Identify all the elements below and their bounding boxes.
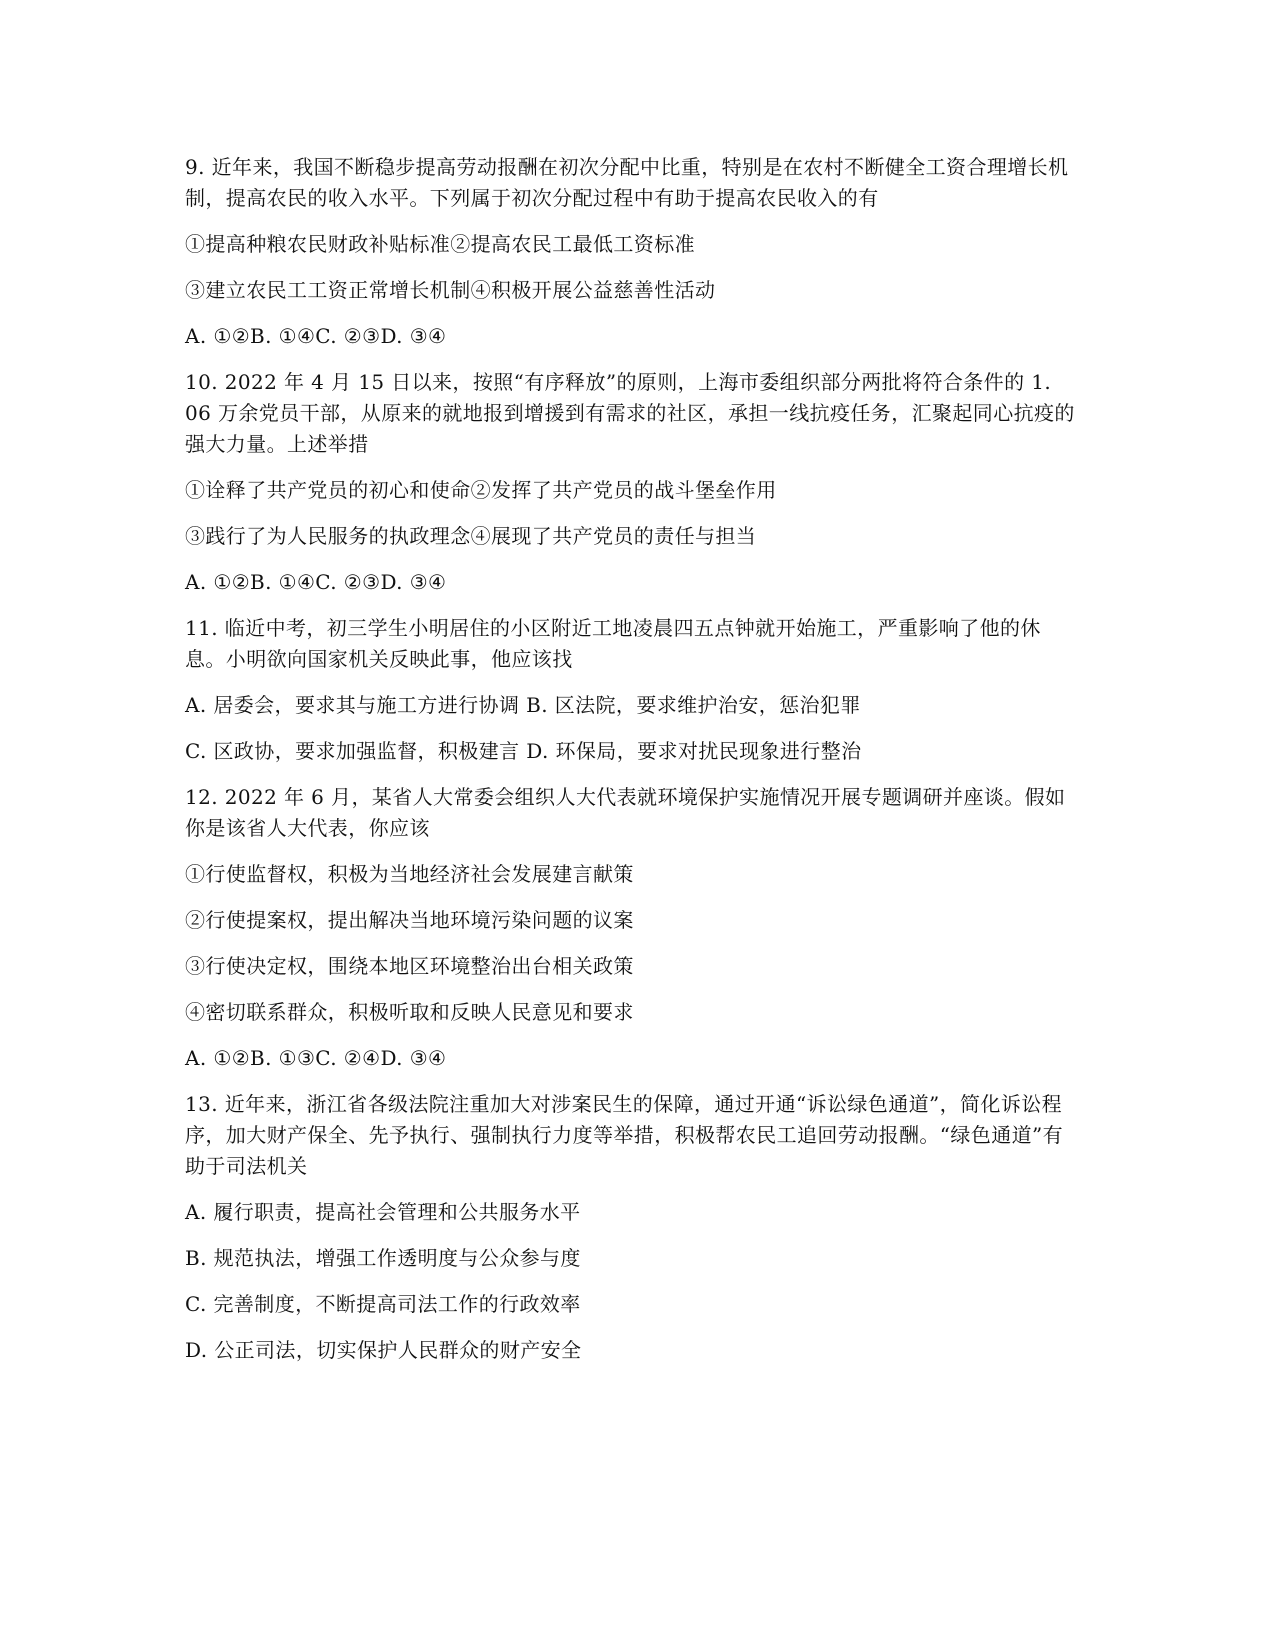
question-stem: 12. 2022 年 6 月，某省人大常委会组织人大代表就环境保护实施情况开展专题调研并座谈。假如你是该省人大代表，你应该 xyxy=(185,785,1066,840)
question-12 xyxy=(185,782,1075,1074)
answer-choices: C. 区政协，要求加强监督，积极建言 D. 环保局，要求对扰民现象进行整治 xyxy=(185,739,862,763)
question-stem: 13. 近年来，浙江省各级法院注重加大对涉案民生的保障，通过开通“诉讼绿色通道”，简化诉讼程序，加大财产保全、先予执行、强制执行力度等举措，积极帮农民工追回劳动报酬。“绿色通道”有助于司法机关 xyxy=(185,1092,1064,1178)
option-line: ①诠释了共产党员的初心和使命②发挥了共产党员的战斗堡垒作用 xyxy=(185,478,777,502)
option-line: ②行使提案权，提出解决当地环境污染问题的议案 xyxy=(185,908,634,932)
option-line: ④密切联系群众，积极听取和反映人民意见和要求 xyxy=(185,1000,634,1024)
answer-choices: A. ①②B. ①③C. ②④D. ③④ xyxy=(185,1046,447,1070)
question-10 xyxy=(185,367,1075,598)
answer-choice: B. 规范执法，增强工作透明度与公众参与度 xyxy=(185,1246,581,1270)
option-line: ③践行了为人民服务的执政理念④展现了共产党员的责任与担当 xyxy=(185,524,757,548)
question-11 xyxy=(185,613,1075,767)
answer-choice: C. 完善制度，不断提高司法工作的行政效率 xyxy=(185,1292,581,1316)
option-line: ③建立农民工工资正常增长机制④积极开展公益慈善性活动 xyxy=(185,278,716,302)
answer-choices: A. 居委会，要求其与施工方进行协调 B. 区法院，要求维护治安，惩治犯罪 xyxy=(185,693,861,717)
answer-choices: A. ①②B. ①④C. ②③D. ③④ xyxy=(185,324,447,348)
answer-choices: A. ①②B. ①④C. ②③D. ③④ xyxy=(185,570,447,594)
answer-choice: A. 履行职责，提高社会管理和公共服务水平 xyxy=(185,1200,581,1224)
option-line: ③行使决定权，围绕本地区环境整治出台相关政策 xyxy=(185,954,634,978)
option-line: ①提高种粮农民财政补贴标准②提高农民工最低工资标准 xyxy=(185,232,695,256)
question-stem: 9. 近年来，我国不断稳步提高劳动报酬在初次分配中比重，特别是在农村不断健全工资合理增长机制，提高农民的收入水平。下列属于初次分配过程中有助于提高农民收入的有 xyxy=(185,155,1069,210)
question-stem: 11. 临近中考，初三学生小明居住的小区附近工地凌晨四五点钟就开始施工，严重影响了他的休息。小明欲向国家机关反映此事，他应该找 xyxy=(185,616,1041,671)
question-9 xyxy=(185,152,1075,352)
answer-choice: D. 公正司法，切实保护人民群众的财产安全 xyxy=(185,1338,582,1362)
question-13 xyxy=(185,1089,1075,1366)
option-line: ①行使监督权，积极为当地经济社会发展建言献策 xyxy=(185,862,634,886)
question-stem: 10. 2022 年 4 月 15 日以来，按照“有序释放”的原则，上海市委组织部分两批将符合条件的 1. 06 万余党员干部，从原来的就地报到增援到有需求的社区，承担一线抗疫任务，汇聚起同心抗疫的强大力量。上述举措 xyxy=(185,370,1075,456)
